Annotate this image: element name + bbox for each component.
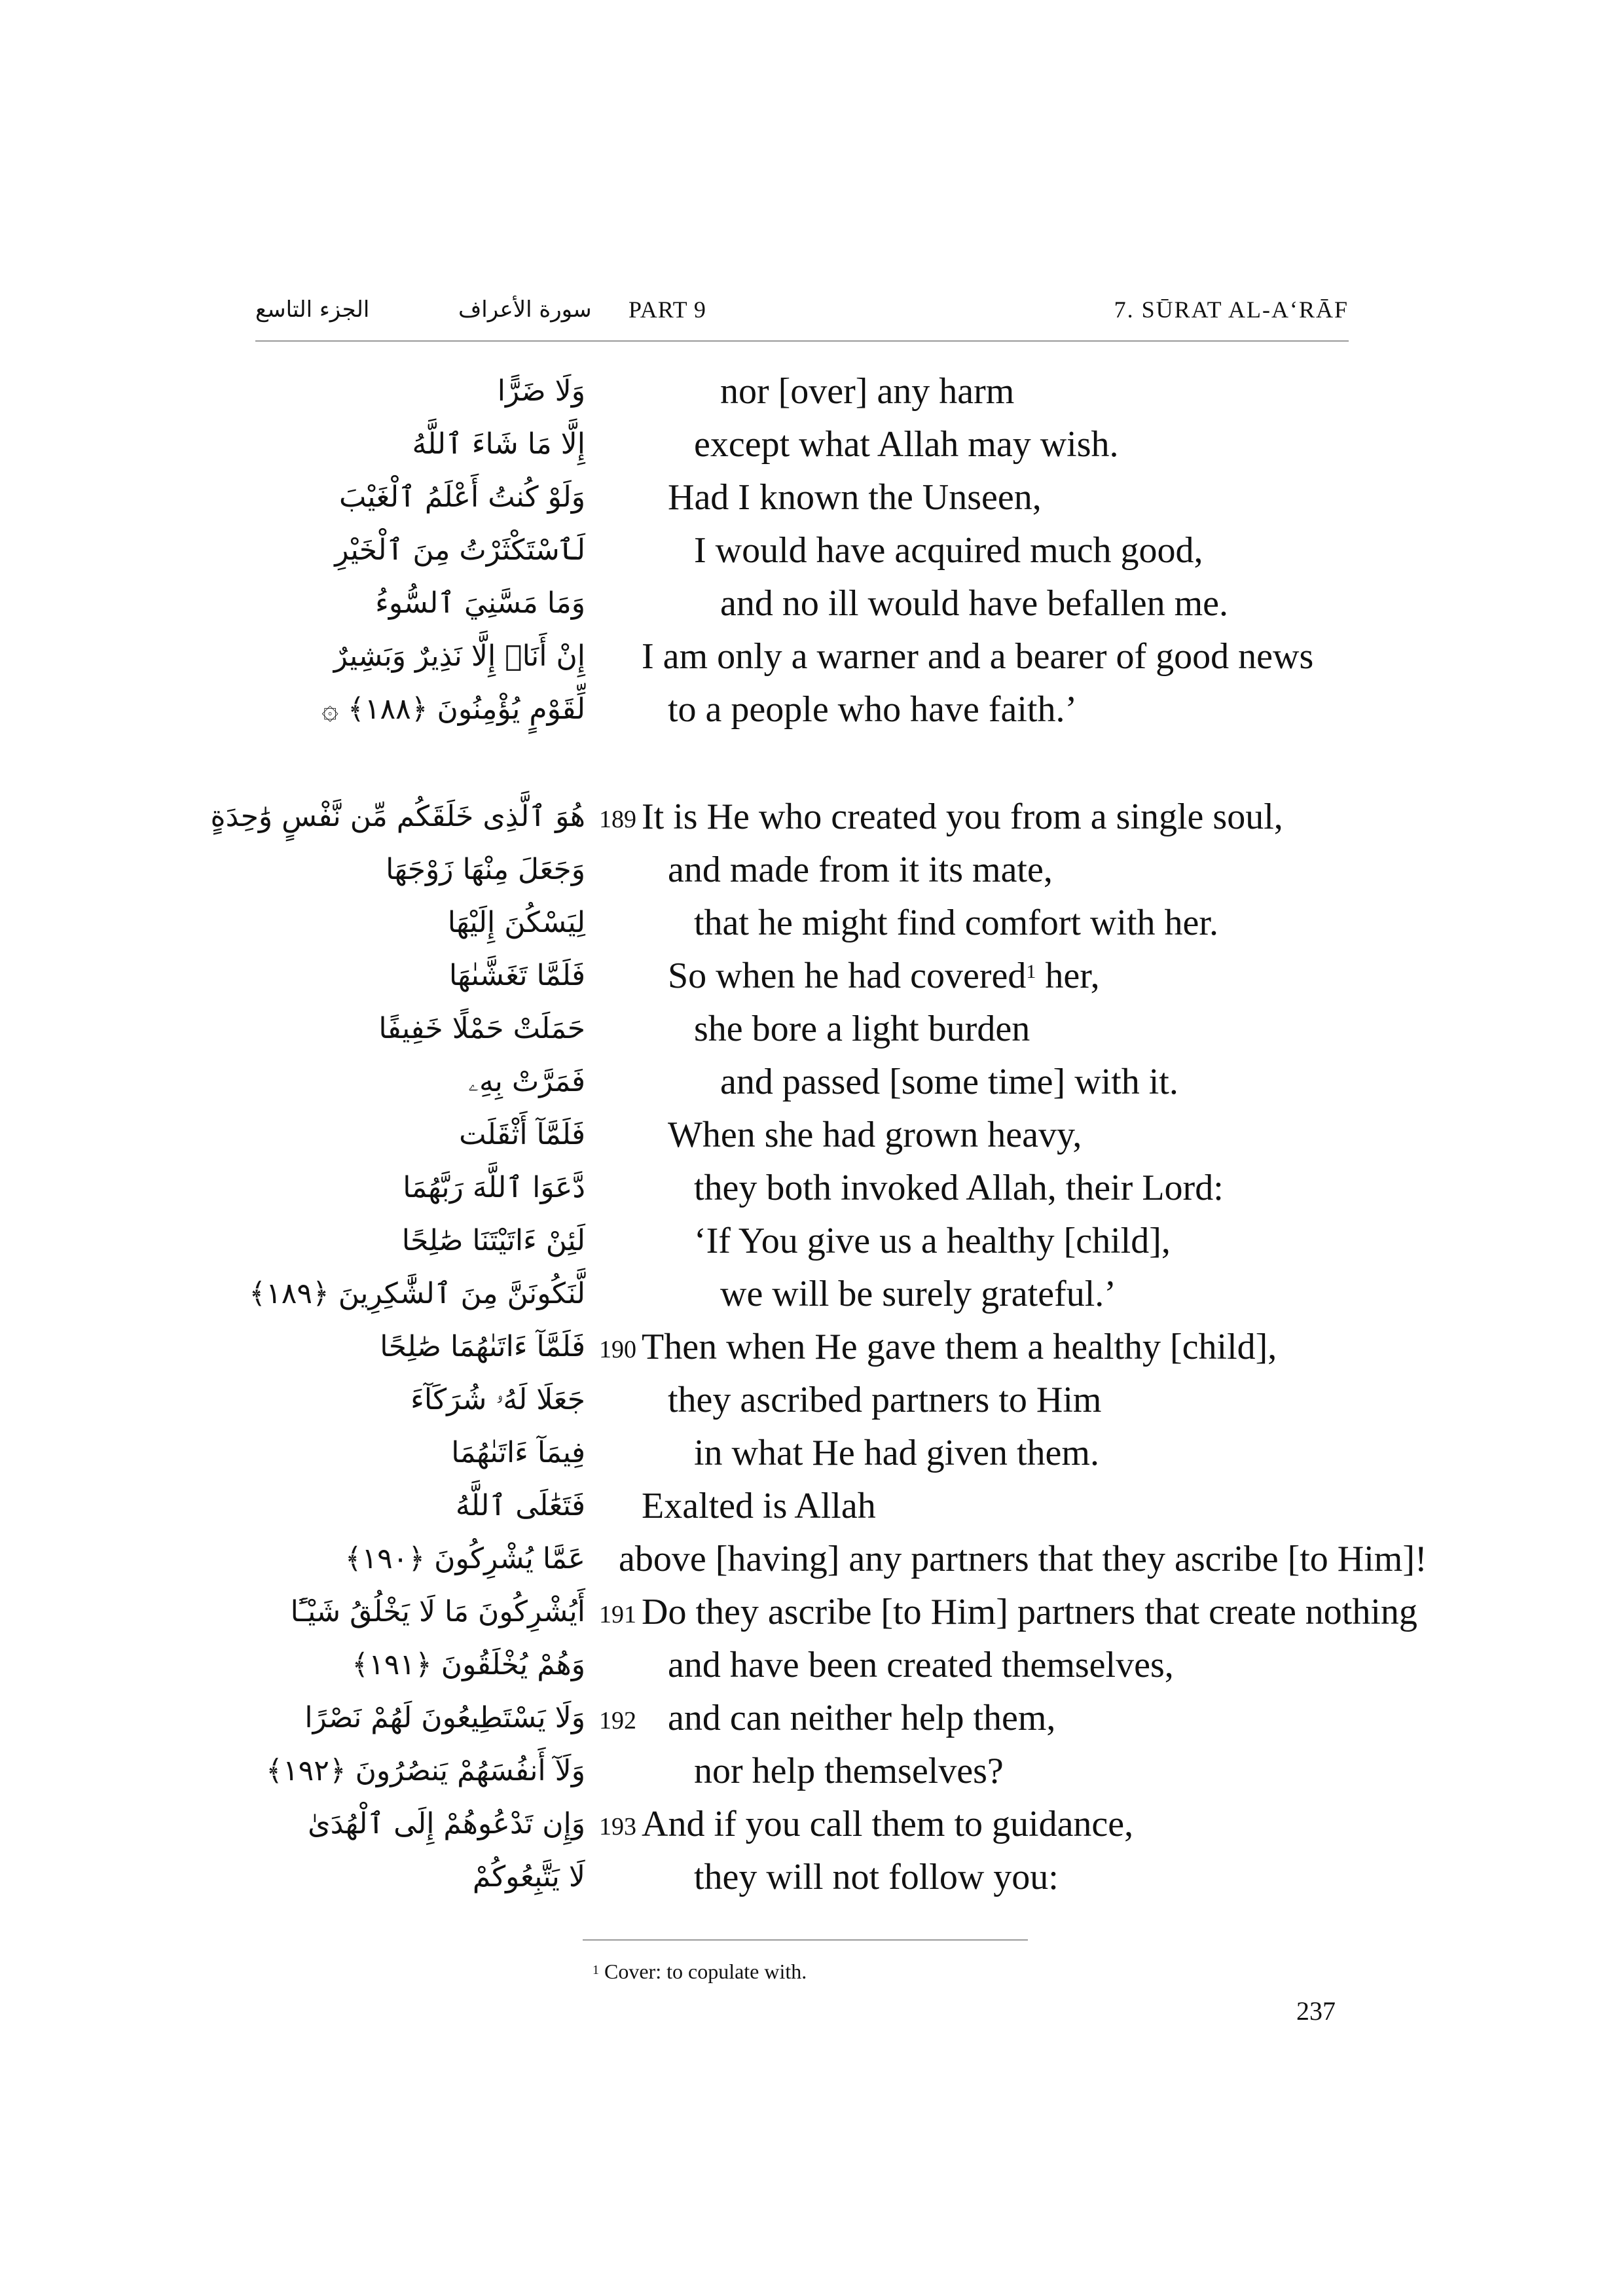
verse-line xyxy=(0,1008,1623,1060)
english-text: And if you call them to guidance, xyxy=(642,1804,1134,1844)
verse-line xyxy=(0,902,1623,954)
arabic-text: إِلَّا مَا شَاءَ ٱللَّهُ xyxy=(412,427,585,461)
english-text: It is He who created you from a single soul, xyxy=(642,797,1283,837)
verse-line xyxy=(0,1432,1623,1484)
english-text: Do they ascribe [to Him] partners that create nothing xyxy=(642,1592,1417,1632)
verse-line xyxy=(0,1220,1623,1272)
english-text: ‘If You give us a healthy [child], xyxy=(694,1221,1171,1261)
verse-line xyxy=(0,1061,1623,1113)
verse-line xyxy=(0,1114,1623,1166)
arabic-text: عَمَّا يُشْرِكُونَ ﴿١٩٠﴾ xyxy=(344,1542,585,1575)
verse-line xyxy=(0,1803,1623,1856)
verse-line xyxy=(0,1591,1623,1643)
english-text: Then when He gave them a healthy [child], xyxy=(642,1327,1277,1367)
arabic-surah-title: سورة الأعراف xyxy=(458,296,592,323)
verse-line xyxy=(0,1379,1623,1431)
english-text: they both invoked Allah, their Lord: xyxy=(694,1168,1224,1208)
arabic-text: لَٱسْتَكْثَرْتُ مِنَ ٱلْخَيْرِ xyxy=(335,533,585,567)
verse-line xyxy=(0,529,1623,582)
english-text: they ascribed partners to Him xyxy=(668,1380,1102,1420)
english-text: I would have acquired much good, xyxy=(694,530,1203,571)
english-text: and can neither help them, xyxy=(668,1698,1056,1738)
arabic-text: وَلَآ أَنفُسَهُمْ يَنصُرُونَ ﴿١٩٢﴾ xyxy=(266,1754,585,1787)
arabic-text: لِيَسْكُنَ إِلَيْهَا xyxy=(447,906,585,939)
verse-line xyxy=(0,1697,1623,1749)
footnote-marker: 1 xyxy=(1026,961,1036,982)
arabic-text: دَّعَوَا ٱللَّهَ رَبَّهُمَا xyxy=(403,1171,585,1204)
footnote-text: Cover: to copulate with. xyxy=(599,1960,807,1983)
page-header xyxy=(255,293,1349,339)
verse-line xyxy=(0,370,1623,423)
english-text-part: her, xyxy=(1036,956,1100,996)
arabic-text: لِّقَوْمٍ يُؤْمِنُونَ ﴿١٨٨﴾ ۞ xyxy=(321,692,585,726)
verse-line xyxy=(0,636,1623,688)
arabic-text: لَّنَكُونَنَّ مِنَ ٱلشَّٰكِرِينَ ﴿١٨٩﴾ xyxy=(249,1277,585,1310)
verse-number: 190 xyxy=(599,1336,636,1363)
verse-line xyxy=(0,423,1623,476)
arabic-text: وَلَوْ كُنتُ أَعْلَمُ ٱلْغَيْبَ xyxy=(339,480,585,514)
english-text: above [having] any partners that they ascribe [to Him]! xyxy=(619,1539,1427,1579)
english-text: and made from it its mate, xyxy=(668,850,1053,890)
verse-number: 191 xyxy=(599,1601,636,1628)
arabic-text: وَهُمْ يُخْلَقُونَ ﴿١٩١﴾ xyxy=(352,1648,585,1681)
english-text: and passed [some time] with it. xyxy=(720,1062,1178,1102)
verse-number: 193 xyxy=(599,1813,636,1840)
verse-line xyxy=(0,796,1623,848)
arabic-text: حَمَلَتْ حَمْلًا خَفِيفًا xyxy=(378,1012,585,1045)
english-text: except what Allah may wish. xyxy=(694,424,1119,465)
verse-number: 192 xyxy=(599,1707,636,1734)
verse-line xyxy=(0,1538,1623,1590)
footnote xyxy=(593,1957,807,1986)
arabic-text: إِنْ أَنَا۠ إِلَّا نَذِيرٌ وَبَشِيرٌ xyxy=(333,639,585,673)
arabic-text: فَتَعَٰلَى ٱللَّهُ xyxy=(455,1489,585,1522)
verse-line xyxy=(0,583,1623,635)
english-text: we will be surely grateful.’ xyxy=(720,1274,1116,1314)
arabic-text: لَئِنْ ءَاتَيْتَنَا صَٰلِحًا xyxy=(401,1224,585,1257)
english-text: I am only a warner and a bearer of good news xyxy=(642,636,1314,677)
arabic-text: فَلَمَّآ ءَاتَىٰهُمَا صَٰلِحًا xyxy=(380,1330,585,1363)
arabic-text: فَمَرَّتْ بِهِۦ xyxy=(468,1065,585,1098)
arabic-text: لَا يَتَّبِعُوكُمْ xyxy=(472,1860,585,1893)
english-text: that he might find comfort with her. xyxy=(694,903,1218,943)
verse-line xyxy=(0,849,1623,901)
arabic-text: وَمَا مَسَّنِيَ ٱلسُّوءُ xyxy=(375,586,585,620)
verse-line xyxy=(0,1326,1623,1378)
arabic-text: وَإِن تَدْعُوهُمْ إِلَى ٱلْهُدَىٰ xyxy=(308,1807,585,1840)
part-label: PART 9 xyxy=(629,296,706,323)
verse-line xyxy=(0,1167,1623,1219)
footnote-rule xyxy=(583,1939,1028,1941)
verse-line xyxy=(0,955,1623,1007)
english-text: she bore a light burden xyxy=(694,1009,1030,1049)
english-text: in what He had given them. xyxy=(694,1433,1099,1473)
english-text: When she had grown heavy, xyxy=(668,1115,1082,1155)
english-text: Had I known the Unseen, xyxy=(668,477,1042,518)
arabic-text: وَلَا يَسْتَطِيعُونَ لَهُمْ نَصْرًا xyxy=(304,1701,585,1734)
english-text: nor help themselves? xyxy=(694,1751,1004,1791)
english-text: they will not follow you: xyxy=(694,1857,1059,1897)
arabic-text: وَجَعَلَ مِنْهَا زَوْجَهَا xyxy=(386,853,585,886)
verse-line xyxy=(0,1485,1623,1537)
verse-line xyxy=(0,476,1623,529)
arabic-text: فِيمَآ ءَاتَىٰهُمَا xyxy=(451,1436,585,1469)
surah-label: 7. SŪRAT AL-A‘RĀF xyxy=(1114,296,1349,323)
verse-line xyxy=(0,689,1623,741)
arabic-text: وَلَا ضَرًّا xyxy=(497,374,585,408)
english-text: nor [over] any harm xyxy=(720,371,1015,412)
english-text: Exalted is Allah xyxy=(642,1486,876,1526)
arabic-text: فَلَمَّآ أَثْقَلَت xyxy=(459,1118,585,1151)
arabic-text: فَلَمَّا تَغَشَّىٰهَا xyxy=(448,959,585,992)
verse-line xyxy=(0,1856,1623,1909)
english-text xyxy=(668,955,1100,997)
page-number: 237 xyxy=(1296,1996,1336,2026)
verse-line xyxy=(0,1750,1623,1803)
verse-line xyxy=(0,1273,1623,1325)
header-rule xyxy=(255,340,1349,342)
verse-number: 189 xyxy=(599,806,636,833)
english-text-part: So when he had covered xyxy=(668,956,1027,996)
arabic-text: أَيُشْرِكُونَ مَا لَا يَخْلُقُ شَيْـًٔا xyxy=(290,1595,585,1628)
english-text: and have been created themselves, xyxy=(668,1645,1174,1685)
english-text: and no ill would have befallen me. xyxy=(720,583,1228,624)
verse-line xyxy=(0,1644,1623,1696)
english-text: to a people who have faith.’ xyxy=(668,689,1078,730)
footnote-number: 1 xyxy=(593,1963,599,1977)
arabic-part-title: الجزء التاسع xyxy=(255,296,370,323)
arabic-text: جَعَلَا لَهُۥ شُرَكَآءَ xyxy=(410,1383,585,1416)
arabic-text: هُوَ ٱلَّذِى خَلَقَكُم مِّن نَّفْسٍ وَٰحِدَةٍ xyxy=(210,800,585,833)
